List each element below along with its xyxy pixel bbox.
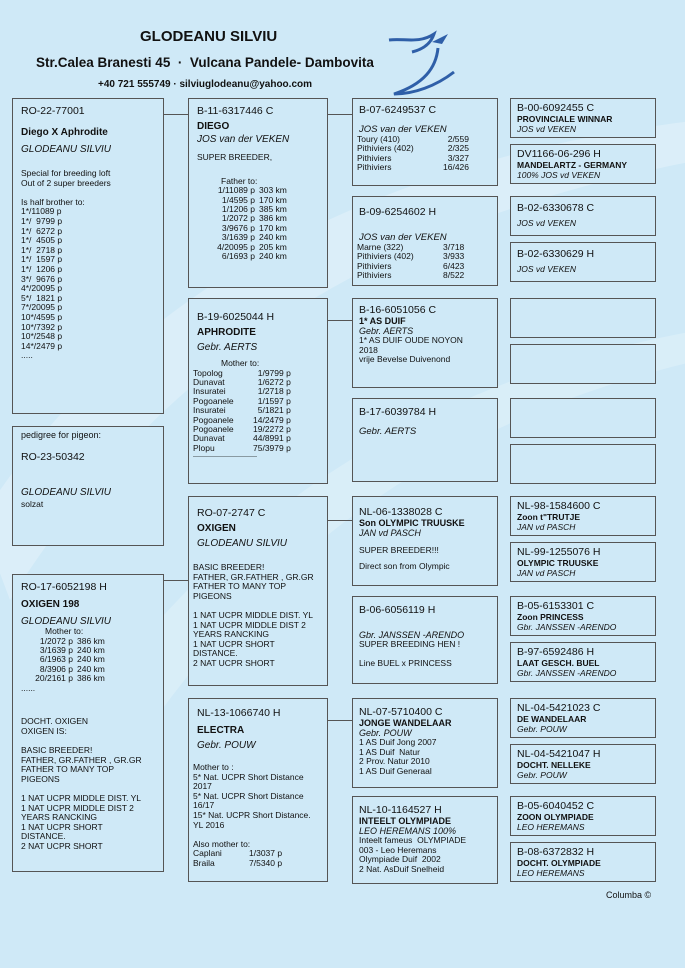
text-field: 1 NAT UCPR SHORT: [21, 821, 103, 832]
text-field: Gebr. AERTS: [359, 426, 417, 437]
text-field: Gebr. POUW: [517, 770, 567, 780]
aphrodite-results: [193, 369, 295, 454]
gen2-card-3: [352, 298, 498, 388]
text-field: 1*/ 9799 p: [21, 215, 63, 226]
text-field: Gebr. AERTS: [359, 326, 414, 336]
text-field: 1/9799 p: [257, 367, 291, 378]
dove-logo-icon: [384, 28, 464, 100]
text-field: 2 Prov. Natur 2010: [359, 756, 430, 767]
text-field: 3/933: [443, 251, 465, 262]
text-field: 1/6272 p: [257, 377, 291, 387]
text-field: YEARS RANCKING: [21, 812, 98, 823]
subject-owner: GLODEANU SILVIU: [21, 144, 112, 155]
text-field: Topolog: [193, 367, 223, 378]
text-field: .....: [21, 350, 33, 361]
text-field: Pithiviers: [357, 260, 392, 271]
text-field: Olympiade Duif 2002: [359, 854, 441, 865]
dam-results: [21, 637, 109, 684]
footer-copyright: Columba ©: [606, 890, 652, 900]
text-field: OXIGEN IS:: [21, 725, 67, 736]
gen3-card-1: [510, 98, 656, 138]
text-field: 3/327: [447, 152, 469, 163]
text-field: Gebr. POUW: [517, 724, 567, 734]
gen3-card-13: [510, 698, 656, 738]
text-field: 1 NAT UCPR SHORT: [193, 638, 275, 649]
text-field: 2/325: [447, 143, 469, 154]
text-field: 386 km: [259, 213, 287, 224]
text-field: SUPER BREEDER,: [197, 152, 273, 162]
text-field: OXIGEN: [197, 523, 236, 534]
text-field: 1/2072 p: [39, 635, 73, 646]
text-field: JAN vd PASCH: [359, 528, 421, 538]
text-field: 8/3906 p: [39, 663, 73, 674]
text-field: 44/8991 p: [253, 433, 291, 444]
text-field: Inteelt fameus OLYMPIADE: [359, 835, 467, 845]
breeder-name: GLODEANU SILVIU: [140, 28, 278, 45]
text-field: 1* AS DUIF OUDE NOYON: [359, 335, 463, 345]
text-field: 5* Nat. UCPR Short Distance: [193, 771, 304, 782]
text-field: NL-99-1255076 H: [517, 546, 601, 558]
text-field: 1 NAT UCPR MIDDLE DIST. YL: [193, 609, 313, 620]
gen3-card-2: [510, 144, 656, 184]
text-field: 100% JOS vd VEKEN: [517, 170, 601, 180]
text-field: 4*/20095 p: [21, 283, 63, 294]
text-field: DE WANDELAAR: [517, 714, 587, 724]
text-field: 1/4595 p: [221, 194, 255, 205]
text-field: OLYMPIC TRUUSKE: [517, 558, 599, 568]
breeder-contact: +40 721 555749 · silviuglodeanu@yahoo.com: [98, 79, 313, 90]
text-field: 4/20095 p: [217, 241, 255, 252]
text-field: 10*/2548 p: [21, 331, 63, 342]
diego-results: [197, 186, 291, 261]
text-field: B-11-6317446 C: [197, 105, 274, 117]
text-field: B-08-6372832 H: [517, 846, 595, 858]
text-field: 1/1597 p: [257, 395, 291, 406]
text-field: Marne (322): [357, 242, 404, 252]
sire-card-oxigen: [188, 496, 328, 686]
text-field: Pithiviers: [357, 162, 392, 173]
text-field: 1/2072 p: [221, 213, 255, 224]
text-field: 14*/2479 p: [21, 340, 63, 351]
text-field: B-19-6025044 H: [197, 311, 275, 323]
text-field: 2018: [359, 344, 378, 355]
connector: [328, 520, 352, 521]
text-field: 386 km: [77, 635, 105, 646]
text-field: Gebr. POUW: [197, 740, 256, 751]
gen3-card-16: [510, 842, 656, 882]
text-field: 386 km: [77, 673, 105, 684]
text-field: Pithiviers (402): [357, 251, 414, 262]
text-field: 1 AS Duif Generaal: [359, 765, 432, 776]
text-field: Pogoanele: [193, 395, 234, 406]
text-field: FATHER, GR.FATHER , GR.GR: [21, 754, 142, 765]
text-field: FATHER TO MANY TOP: [21, 764, 115, 775]
text-field: 20/2161 p: [35, 673, 73, 684]
gen2-card-5: [352, 496, 498, 586]
text-field: 15* Nat. UCPR Short Distance.: [193, 809, 311, 820]
dam-card-aphrodite: [188, 298, 328, 484]
gen2-card-6: [352, 596, 498, 684]
gen2-card-8: [352, 796, 498, 884]
gen2-card-7: [352, 698, 498, 788]
text-field: Mother to :: [193, 762, 234, 772]
electra-results: [193, 849, 286, 868]
text-field: JAN vd PASCH: [517, 568, 576, 578]
text-field: PIGEONS: [21, 773, 60, 784]
text-field: JOS van der VEKEN: [359, 124, 447, 135]
text-field: 6/1693 p: [221, 251, 255, 262]
subject-ring: RO-22-77001: [21, 105, 85, 117]
text-field: Caplani: [193, 848, 222, 859]
text-field: 2 NAT UCPR SHORT: [193, 657, 275, 668]
text-field: NL-04-5421023 C: [517, 702, 601, 714]
text-field: Gebr. POUW: [359, 728, 412, 738]
dam-name: OXIGEN 198: [21, 599, 80, 610]
text-field: 7/5340 p: [249, 857, 283, 868]
text-field: 16/426: [443, 162, 469, 173]
text-field: 1/11089 p: [217, 185, 255, 196]
text-field: 5/1821 p: [257, 405, 291, 416]
text-field: JAN vd PASCH: [517, 522, 576, 532]
text-field: 14/2479 p: [253, 414, 291, 425]
gen2-card-2: [352, 196, 498, 286]
text-field: Gbr. JANSSEN -ARENDO: [517, 668, 617, 678]
oxigen-notes: [193, 563, 319, 669]
text-field: 1*/ 2718 p: [21, 244, 63, 255]
text-field: B-02-6330629 H: [517, 248, 595, 260]
subject-notes: [21, 169, 155, 361]
text-field: Is half brother to:: [21, 196, 85, 207]
text-field: 1* AS DUIF: [359, 316, 406, 326]
text-field: PIGEONS: [193, 590, 232, 601]
text-field: DOCHT. OXIGEN: [21, 716, 89, 727]
dam-lead: Mother to:: [45, 626, 84, 636]
text-field: Pogoanele: [193, 414, 234, 425]
text-field: B-07-6249537 C: [359, 104, 437, 116]
text-field: BASIC BREEDER!: [193, 562, 265, 572]
text-field: 1/1206 p: [221, 204, 255, 214]
text-field: NL-06-1338028 C: [359, 506, 443, 518]
text-field: B-06-6056119 H: [359, 604, 436, 616]
text-field: Dunavat: [193, 433, 225, 444]
text-field: JONGE WANDELAAR: [359, 718, 452, 728]
text-field: JOS vd VEKEN: [517, 218, 577, 228]
text-field: Pithiviers (402): [357, 143, 414, 154]
pedigree-for-owner: GLODEANU SILVIU: [21, 486, 112, 498]
text-field: NL-98-1584600 C: [517, 500, 601, 512]
gen3-card-12: [510, 642, 656, 682]
text-field: JOS vd VEKEN: [517, 264, 577, 274]
text-field: 240 km: [77, 645, 105, 655]
text-field: 1 NAT UCPR MIDDLE DIST. YL: [21, 792, 141, 803]
pedigree-for-note: solzat: [21, 498, 44, 509]
text-field: 303 km: [259, 185, 287, 196]
electra-notes: [193, 763, 319, 849]
subject-card: [12, 98, 164, 414]
sire-card-diego: [188, 98, 328, 288]
gen3-card-4: [510, 242, 656, 282]
text-field: Line BUEL x PRINCESS: [359, 658, 452, 669]
connector: [328, 114, 352, 115]
gen3-card-9: [510, 496, 656, 536]
text-field: Father to:: [221, 175, 258, 186]
text-field: 170 km: [259, 222, 287, 233]
text-field: PROVINCIALE WINNAR: [517, 114, 613, 124]
text-field: GLODEANU SILVIU: [197, 538, 288, 549]
text-field: YL 2016: [193, 819, 225, 830]
text-field: DISTANCE.: [21, 831, 66, 842]
text-field: Special for breeding loft: [21, 168, 111, 178]
text-field: Braila: [193, 857, 215, 868]
subject-name: Diego X Aphrodite: [21, 127, 108, 138]
connector: [164, 114, 188, 115]
gen3-card-3: [510, 196, 656, 236]
text-field: B-05-6153301 C: [517, 600, 595, 612]
text-field: 240 km: [77, 663, 105, 674]
text-field: Also mother to:: [193, 838, 251, 849]
dam-ring: RO-17-6052198 H: [21, 581, 107, 593]
text-field: Zoon t"TRUTJE: [517, 512, 581, 522]
text-field: vrije Bevelse Duivenond: [359, 354, 451, 365]
gen3-card-6: [510, 344, 656, 384]
connector: [164, 580, 188, 581]
text-field: APHRODITE: [197, 327, 256, 338]
text-field: 75/3979 p: [253, 442, 291, 453]
text-field: NL-13-1066740 H: [197, 707, 281, 719]
gen3-card-11: [510, 596, 656, 636]
text-field: 003 - Leo Heremans: [359, 844, 437, 855]
pedigree-for-ring: RO-23-50342: [21, 450, 85, 463]
text-field: B-16-6051056 C: [359, 304, 437, 316]
text-field: 240 km: [259, 232, 287, 243]
text-field: 1 NAT UCPR MIDDLE DIST 2: [193, 619, 306, 630]
text-field: 10*/4595 p: [21, 311, 63, 322]
dam-card: [12, 574, 164, 872]
text-field: RO-07-2747 C: [197, 507, 266, 519]
gen2-card-1: [352, 98, 498, 186]
text-field: JOS van der VEKEN: [197, 134, 290, 145]
text-field: 170 km: [259, 194, 287, 205]
text-field: SUPER BREEDING HEN !: [359, 639, 461, 649]
text-field: B-97-6592486 H: [517, 646, 595, 658]
text-field: 5*/ 1821 p: [21, 292, 63, 303]
dam-owner: GLODEANU SILVIU: [21, 616, 112, 627]
text-field: Out of 2 super breeders: [21, 177, 111, 188]
text-field: Son OLYMPIC TRUUSKE: [359, 518, 465, 528]
text-field: 3/718: [443, 242, 465, 252]
connector: [328, 720, 352, 721]
text-field: 3/9676 p: [221, 222, 255, 233]
text-field: DIEGO: [197, 121, 230, 132]
text-field: NL-04-5421047 H: [517, 748, 601, 760]
text-field: LEO HEREMANS 100%: [359, 826, 457, 836]
gen3-card-8: [510, 444, 656, 484]
text-field: Dunavat: [193, 377, 225, 387]
text-field: NL-07-5710400 C: [359, 706, 443, 718]
text-field: 2 Nat. AsDuif Snelheid: [359, 863, 445, 874]
text-field: ELECTRA: [197, 725, 245, 736]
text-field: INTEELT OLYMPIADE: [359, 816, 452, 826]
text-field: 385 km: [259, 204, 287, 214]
text-field: 16/17: [193, 800, 215, 811]
gen2-card-4: [352, 398, 498, 482]
text-field: 6/423: [443, 260, 465, 271]
gen3-card-14: [510, 744, 656, 784]
text-field: JOS van der VEKEN: [359, 232, 447, 243]
breeder-address: Str.Calea Branesti 45 · Vulcana Pandele- Dambovita: [36, 55, 374, 70]
text-field: 1*/11089 p: [21, 206, 62, 217]
text-field: 240 km: [77, 654, 105, 665]
text-field: 1/2718 p: [257, 386, 291, 397]
text-field: Pithiviers: [357, 270, 392, 281]
text-field: NL-10-1164527 H: [359, 804, 442, 816]
gen3-card-5: [510, 298, 656, 338]
text-field: ZOON OLYMPIADE: [517, 812, 594, 822]
text-field: 3/1639 p: [39, 645, 73, 655]
text-field: FATHER, GR.FATHER , GR.GR: [193, 571, 314, 582]
text-field: 2/559: [447, 134, 469, 144]
dam-card-electra: [188, 698, 328, 882]
text-field: DV1166-06-296 H: [517, 148, 601, 160]
text-field: Insuratei: [193, 405, 226, 416]
dam-notes: [21, 717, 155, 851]
text-field: 1 NAT UCPR MIDDLE DIST 2: [21, 802, 134, 813]
pedigree-for-label: pedigree for pigeon:: [21, 430, 102, 440]
text-field: 2 NAT UCPR SHORT: [21, 840, 103, 851]
gen3-card-10: [510, 542, 656, 582]
text-field: B-09-6254602 H: [359, 206, 437, 218]
text-field: 6/1963 p: [39, 654, 73, 665]
text-field: 3/1639 p: [221, 232, 255, 243]
text-field: Insuratei: [193, 386, 226, 397]
text-field: 205 km: [259, 241, 287, 252]
text-field: Plopu: [193, 442, 215, 453]
text-field: DISTANCE.: [193, 648, 238, 659]
text-field: 1*/ 4505 p: [21, 235, 63, 246]
text-field: Zoon PRINCESS: [517, 612, 584, 622]
text-field: 1 AS Duif Jong 2007: [359, 737, 437, 747]
text-field: Gbr. JANSSEN -ARENDO: [359, 630, 465, 640]
text-field: LAAT GESCH. BUEL: [517, 658, 600, 668]
text-field: 240 km: [259, 251, 287, 262]
text-field: Gebr. AERTS: [197, 342, 258, 353]
text-field: B-00-6092455 C: [517, 102, 595, 114]
text-field: 3*/ 9676 p: [21, 273, 63, 284]
text-field: Pogoanele: [193, 424, 234, 435]
text-field: Direct son from Olympic: [359, 560, 450, 571]
gen3-card-7: [510, 398, 656, 438]
text-field: JOS vd VEKEN: [517, 124, 577, 134]
text-field: MANDELARTZ - GERMANY: [517, 160, 628, 170]
text-field: B-17-6039784 H: [359, 406, 437, 418]
text-field: 10*/7392 p: [21, 321, 63, 332]
text-field: FATHER TO MANY TOP: [193, 581, 287, 592]
text-field: 1*/ 1206 p: [21, 263, 63, 274]
text-field: Pithiviers: [357, 152, 392, 163]
text-field: Toury (410): [357, 134, 400, 144]
text-field: 19/2272 p: [253, 424, 291, 435]
text-field: B-05-6040452 C: [517, 800, 595, 812]
dam-dots: ......: [21, 682, 36, 693]
pedigree-for-card: [12, 426, 164, 546]
text-field: 7*/20095 p: [21, 302, 63, 313]
text-field: 1*/ 1597 p: [21, 254, 63, 265]
text-field: BASIC BREEDER!: [21, 745, 93, 755]
text-field: LEO HEREMANS: [517, 822, 585, 832]
text-field: B-02-6330678 C: [517, 202, 595, 214]
text-field: 2017: [193, 781, 212, 792]
text-field: LEO HEREMANS: [517, 868, 585, 878]
text-field: SUPER BREEDER!!!: [359, 545, 439, 555]
text-field: 1*/ 6272 p: [21, 225, 63, 236]
text-field: Gbr. JANSSEN -ARENDO: [517, 622, 617, 632]
text-field: 8/522: [443, 270, 465, 281]
text-field: --------------------------------: [193, 454, 257, 461]
text-field: 5* Nat. UCPR Short Distance: [193, 790, 304, 801]
text-field: 1 AS Duif Natur: [359, 746, 420, 757]
text-field: Mother to:: [221, 358, 260, 368]
text-field: DOCHT. NELLEKE: [517, 760, 591, 770]
text-field: YEARS RANCKING: [193, 629, 270, 640]
connector: [328, 320, 352, 321]
gen3-card-15: [510, 796, 656, 836]
text-field: DOCHT. OLYMPIADE: [517, 858, 601, 868]
text-field: 1/3037 p: [249, 848, 283, 859]
